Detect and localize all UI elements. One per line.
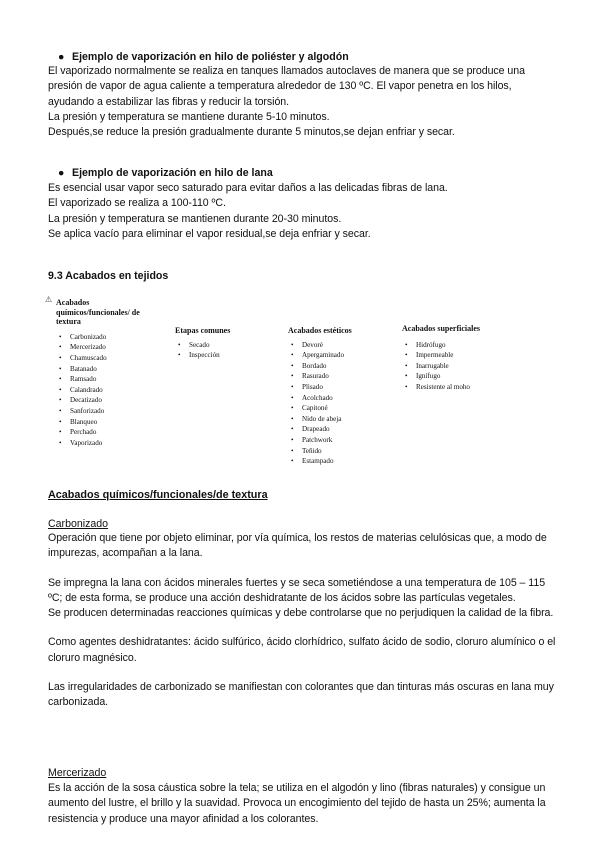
- list-item: • Inspección: [175, 350, 285, 361]
- column-header: Acabados superficiales: [402, 324, 480, 333]
- list-item: • Estampado: [288, 456, 398, 467]
- list-item: • Teñido: [288, 446, 398, 457]
- list-item: • Chamuscado: [56, 353, 166, 364]
- list-item: • Acolchado: [288, 393, 398, 404]
- list-item: • Bordado: [288, 361, 398, 372]
- column-list: [56, 332, 166, 449]
- bullet-title-text: Ejemplo de vaporización en hilo de poliéster y algodón: [72, 51, 349, 63]
- list-item: • Blanqueo: [56, 417, 166, 428]
- list-item: • Perchado: [56, 427, 166, 438]
- list-item: • Patchwork: [288, 435, 398, 446]
- column-header: Etapas comunes: [175, 326, 231, 335]
- list-item: • Decatizado: [56, 395, 166, 406]
- list-item: • Inarrugable: [402, 361, 542, 372]
- list-item: • Ramsado: [56, 374, 166, 385]
- list-item: • Secado: [175, 340, 285, 351]
- paragraph-block-lana: [48, 181, 560, 242]
- subheading-mercerizado: Mercerizado: [48, 767, 107, 779]
- list-item: • Impermeable: [402, 350, 542, 361]
- bullet-title-text: Ejemplo de vaporización en hilo de lana: [72, 167, 273, 179]
- bullet-title-lana: [58, 166, 273, 181]
- paragraph-block-mercerizado: [48, 781, 560, 827]
- list-item: • Plisado: [288, 382, 398, 393]
- table-column-quimicos: [56, 298, 166, 448]
- subheading-carbonizado: Carbonizado: [48, 518, 109, 530]
- list-item: • Batanado: [56, 364, 166, 375]
- table-column-esteticos: [288, 326, 398, 467]
- bullet-title-poliester: [58, 50, 349, 65]
- section-heading-acabados-quimicos: Acabados químicos/funcionales/de textura: [48, 489, 268, 501]
- table-column-etapas: [175, 326, 285, 361]
- section-heading-9-3: 9.3 Acabados en tejidos: [48, 270, 169, 282]
- list-item: • Rasurado: [288, 371, 398, 382]
- column-list: [402, 340, 542, 393]
- paragraph: El vaporizado se realiza a 100-110 ºC.: [48, 197, 226, 210]
- bullet-dot: ●: [58, 167, 65, 179]
- list-item: • Mercerizado: [56, 342, 166, 353]
- paragraph: Operación que tiene por objeto eliminar, por vía química, los restos de materias celulósicas que, a modo de impurezas, acompañan a la lana.: [48, 532, 547, 560]
- paragraph: Las irregularidades de carbonizado se manifiestan con colorantes que dan tinturas más oscuras en lana muy carbonizada.: [48, 681, 554, 709]
- table-column-superficiales: [402, 324, 542, 393]
- list-item: • Sanforizado: [56, 406, 166, 417]
- paragraph-block-poliester: [48, 64, 560, 140]
- list-item: • Nido de abeja: [288, 414, 398, 425]
- paragraph-block-carbonizado: [48, 531, 560, 711]
- list-item: • Calandrado: [56, 385, 166, 396]
- warning-icon: ⚠: [45, 295, 53, 304]
- list-item: • Vaporizado: [56, 438, 166, 449]
- paragraph: Es la acción de la sosa cáustica sobre la tela; se utiliza en el algodón y lino (fibras naturales) y consigue un aumento del lustre, el brillo y la suavidad. Provoca un encogimiento del tejido de hasta un 25%; aumenta la resistencia y produce una mayor afinidad a los colorantes.: [48, 782, 546, 825]
- paragraph: Después,se reduce la presión gradualmente durante 5 minutos,se dejan enfriar y secar.: [48, 126, 455, 139]
- paragraph: El vaporizado normalmente se realiza en tanques llamados autoclaves de manera que se produce una presión de vapor de agua caliente a temperatura alrededor de 130 ºC. El vapor penetra en los hilos, ayudando a estabilizar las fibras y reducir la torsión.: [48, 65, 525, 108]
- list-item: • Carbonizado: [56, 332, 166, 343]
- paragraph: Se producen determinadas reacciones químicas y debe controlarse que no perjudiquen la calidad de la fibra.: [48, 607, 554, 620]
- paragraph: Es esencial usar vapor seco saturado para evitar daños a las delicadas fibras de lana.: [48, 182, 448, 194]
- paragraph: La presión y temperatura se mantienen durante 20-30 minutos.: [48, 212, 342, 225]
- list-item: • Resistente al moho: [402, 382, 542, 393]
- list-item: • Drapeado: [288, 424, 398, 435]
- paragraph: Como agentes deshidratantes: ácido sulfúrico, ácido clorhídrico, sulfato ácido de sodio, cloruro alumínico o el cloruro magnésico.: [48, 636, 556, 664]
- list-item: • Capitoné: [288, 403, 398, 414]
- column-list: [175, 340, 285, 361]
- list-item: • Hidrófugo: [402, 340, 542, 351]
- list-item: • Devoré: [288, 340, 398, 351]
- column-list: [288, 340, 398, 467]
- column-header: Acabados estéticos: [288, 326, 352, 335]
- paragraph: Se aplica vacío para eliminar el vapor residual,se deja enfriar y secar.: [48, 227, 371, 240]
- list-item: • Apergaminado: [288, 350, 398, 361]
- acabados-table-image: [45, 295, 548, 470]
- paragraph: La presión y temperatura se mantiene durante 5-10 minutos.: [48, 110, 330, 123]
- paragraph: Se impregna la lana con ácidos minerales fuertes y se seca sometiéndose a una temperatura de 105 – 115 ºC; de esta forma, se produce una acción deshidratante de los ácidos sobre las partículas vegetales.: [48, 576, 546, 604]
- bullet-dot: ●: [58, 51, 65, 63]
- list-item: • Ignífugo: [402, 371, 542, 382]
- column-header: Acabados químicos/funcionales/ de textura: [56, 298, 140, 327]
